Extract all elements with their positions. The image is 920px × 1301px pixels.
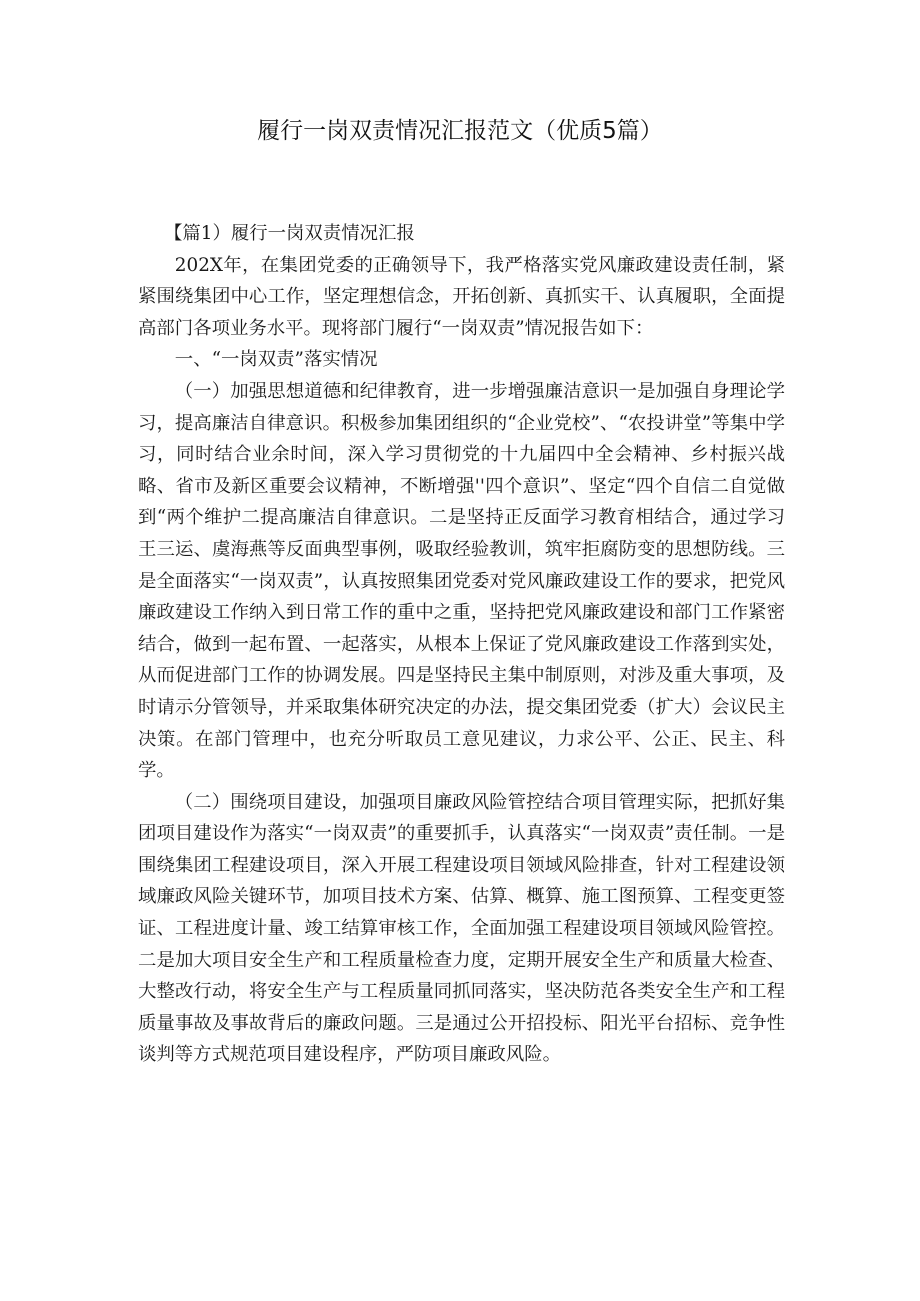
- document-body: [138, 218, 785, 1071]
- document-title: 履行一岗双责情况汇报范文（优质5篇）: [257, 118, 663, 144]
- heading-1: 一、“一岗双责”落实情况: [174, 349, 378, 371]
- section-heading: 【篇1）履行一岗双责情况汇报: [164, 223, 415, 244]
- paragraph-1: （一）加强思想道德和纪律教育，进一步增强廉洁意识一是加强自身理论学习，提高廉洁自律意识。积极参加集团组织的“企业党校”、“农投讲堂”等集中学习，同时结合业余时间，深入学习贯彻党的十九届四中全会精神、乡村振兴战略、省市及新区重要会议精神，不断增强''四个意识”、坚定“四个自信二自觉做到“两个维护二提高廉洁自律意识。二是坚持正反面学习教育相结合，通过学习王三运、虞海燕等反面典型事例，吸取经验教训，筑牢拒腐防变的思想防线。三是全面落实“一岗双责”，认真按照集团党委对党风廉政建设工作的要求，把党风廉政建设工作纳入到日常工作的重中之重，坚持把党风廉政建设和部门工作紧密结合，做到一起布置、一起落实，从根本上保证了党风廉政建设工作落到实处，从而促进部门工作的协调发展。四是坚持民主集中制原则，对涉及重大事项，及时请示分管领导，并采取集体研究决定的办法，提交集团党委（扩大）会议民主决策。在部门管理中，也充分听取员工意见建议，力求公平、公正、民主、科学。: [138, 380, 785, 782]
- paragraph-2: （二）围绕项目建设，加强项目廉政风险管控结合项目管理实际，把抓好集团项目建设作为落实“一岗双责”的重要抓手，认真落实“一岗双责”责任制。一是围绕集团工程建设项目，深入开展工程建设项目领域风险排查，针对工程建设领域廉政风险关键环节，加项目技术方案、估算、概算、施工图预算、工程变更签证、工程进度计量、竣工结算审核工作，全面加强工程建设项目领域风险管控。二是加大项目安全生产和工程质量检查力度，定期开展安全生产和质量大检查、大整改行动，将安全生产与工程质量同抓同落实，坚决防范各类安全生产和工程质量事故及事故背后的廉政问题。三是通过公开招投标、阳光平台招标、竞争性谈判等方式规范项目建设程序，严防项目廉政风险。: [138, 791, 785, 1066]
- intro-paragraph: 202X年，在集团党委的正确领导下，我严格落实党风廉政建设责任制，紧紧围绕集团中心工作，坚定理想信念，开拓创新、真抓实干、认真履职，全面提高部门各项业务水平。现将部门履行“一岗双责”情况报告如下：: [138, 254, 785, 339]
